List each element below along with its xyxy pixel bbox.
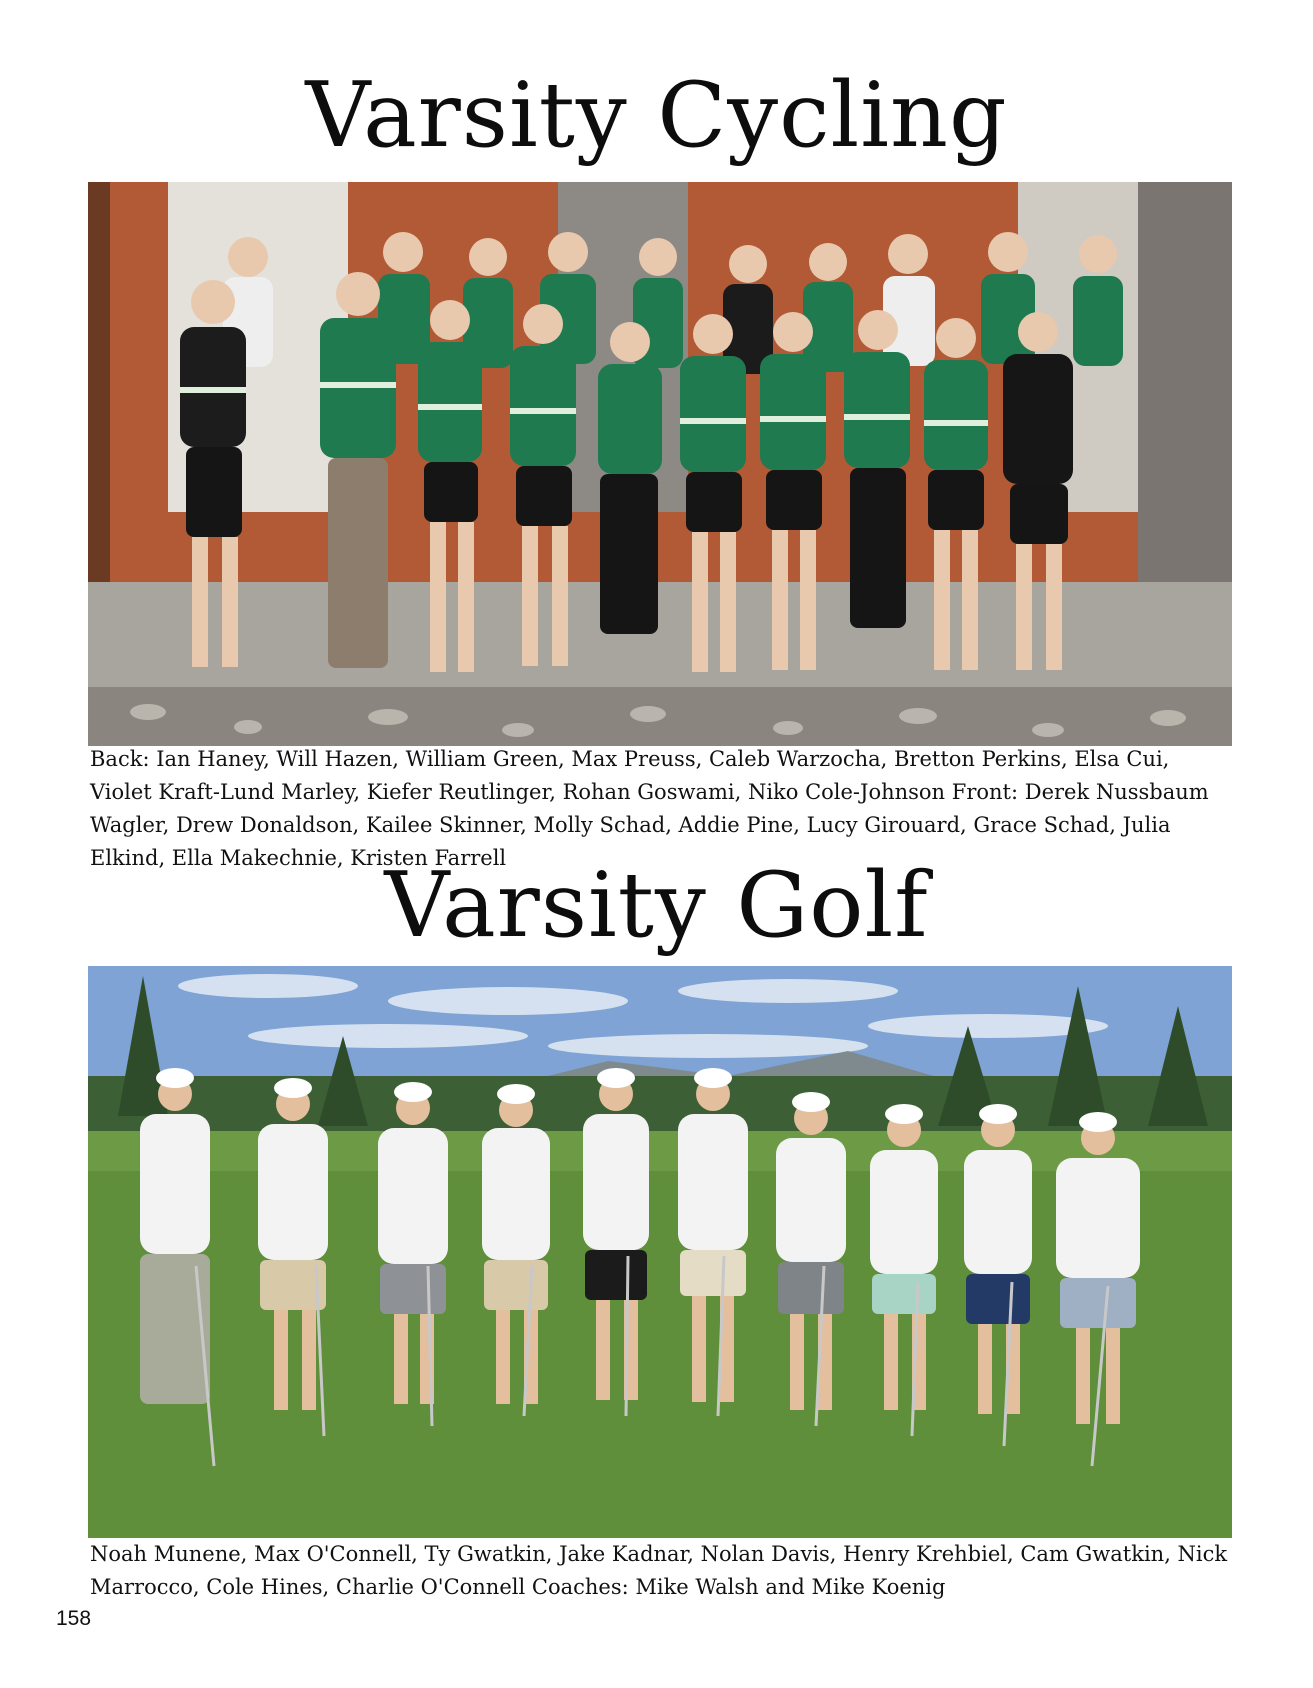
golf-title: Varsity Golf [384,853,929,958]
page-number: 158 [56,1607,92,1630]
cycling-team-illustration [88,182,1232,746]
golf-team-photo [88,966,1232,1538]
cycling-title: Varsity Cycling [305,63,1008,168]
golf-team-illustration [88,966,1232,1538]
cycling-caption: Back: Ian Haney, Will Hazen, William Green, Max Preuss, Caleb Warzocha, Bretton Perkins, Elsa Cui, Violet Kraft-Lund Marley, Kiefer Reutlinger, Rohan Goswami, Niko Cole-Johnson Front: Derek Nussbaum Wagler, Drew Donaldson, Kailee Skinner, Molly Schad, Addie Pine, Lucy Girouard, Grace Schad, Julia Elkind, Ella Makechnie, Kristen Farrell [90,747,1209,870]
cycling-team-photo [88,182,1232,746]
golf-caption: Noah Munene, Max O'Connell, Ty Gwatkin, Jake Kadnar, Nolan Davis, Henry Krehbiel, Cam Gwatkin, Nick Marrocco, Cole Hines, Charlie O'Connell Coaches: Mike Walsh and Mike Koenig [90,1542,1228,1599]
